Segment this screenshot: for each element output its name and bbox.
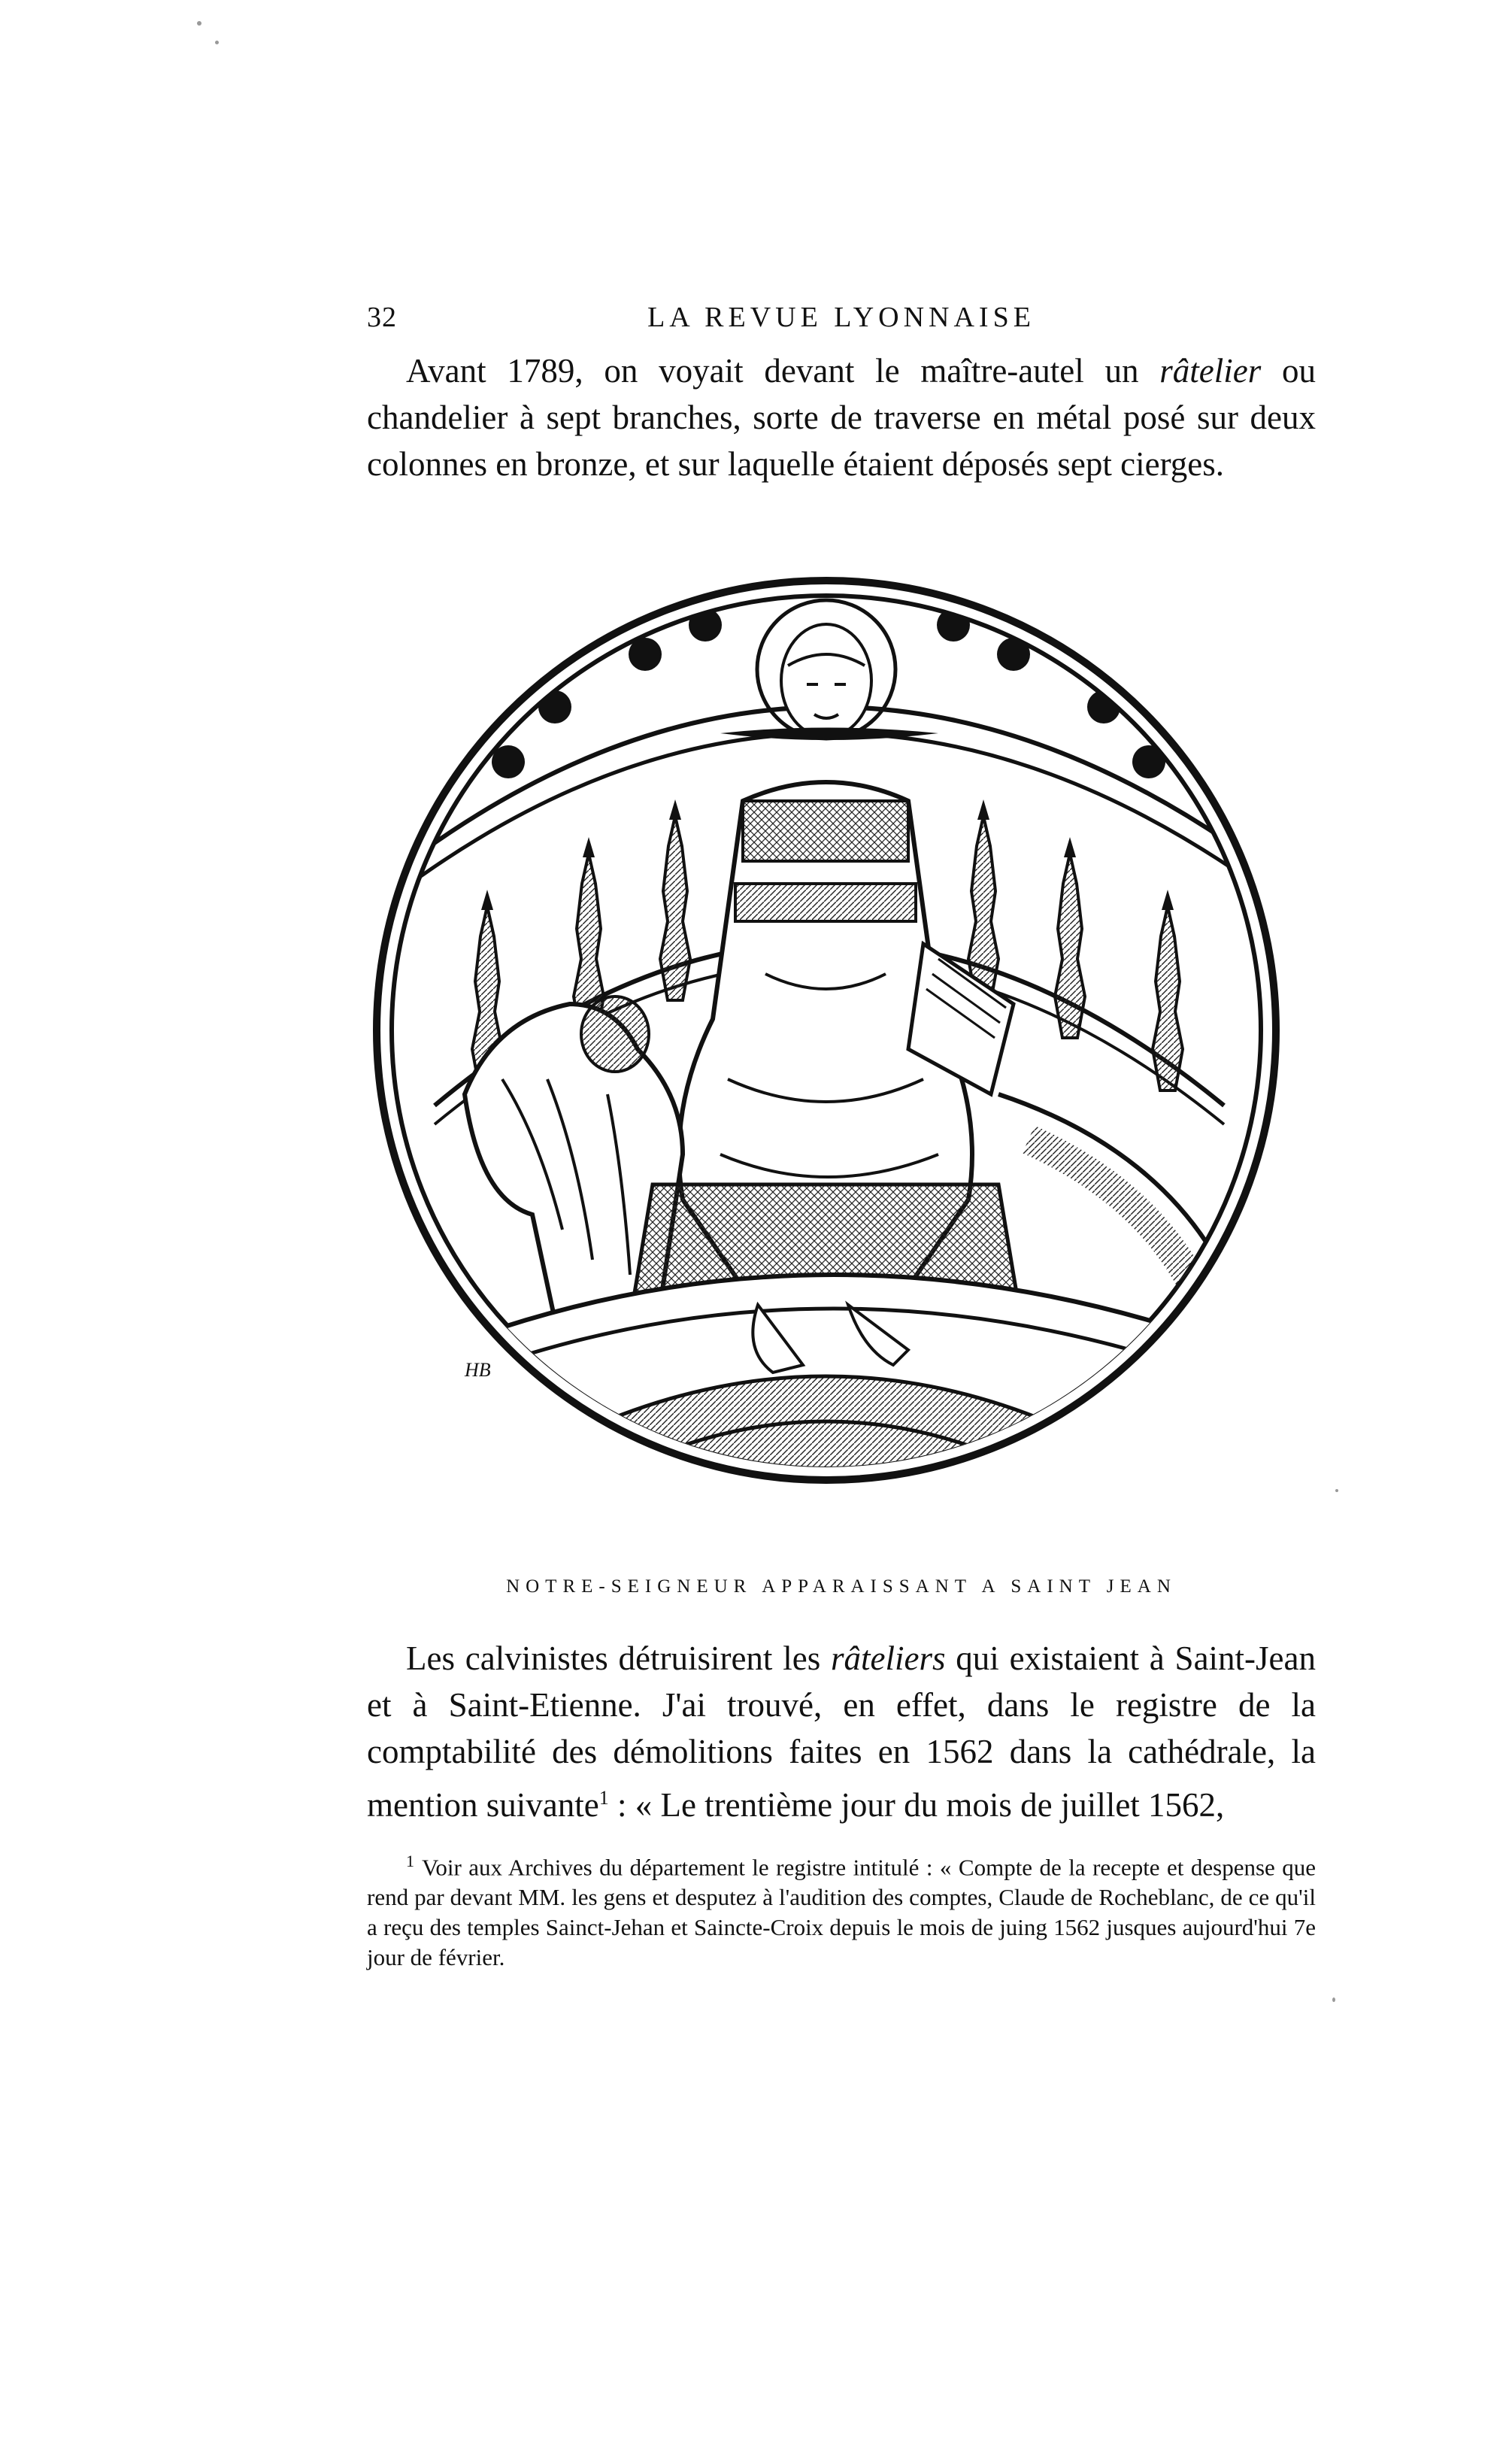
paragraph-2-text-c: : « Le trentième jour du mois de juillet 1562, — [608, 1786, 1225, 1824]
footnote-reference[interactable]: 1 — [598, 1787, 609, 1809]
paragraph-2-italic: râteliers — [831, 1639, 946, 1677]
running-title: LA REVUE LYONNAISE — [647, 302, 1035, 333]
paper-speck — [197, 21, 201, 26]
paper-speck — [1332, 1997, 1335, 2002]
page-header — [367, 301, 1316, 338]
paragraph-1-italic: râtelier — [1159, 352, 1262, 390]
page-number: 32 — [367, 302, 397, 333]
paragraph-2-text-a: Les calvinistes détruisirent les — [406, 1639, 831, 1677]
paragraph-2-text-b: qui existaient à Saint-Jean et à Saint-Etienne. J'ai trouvé, en effet, dans le registre de la comptabilité des démolitions faites en 1562 dans la cathédrale, la mention suivante — [367, 1639, 1316, 1824]
paper-speck — [1335, 1489, 1338, 1492]
footnote-text: Voir aux Archives du département le registre intitulé : « Compte de la recepte et despense que rend par devant MM. les gens et desputez à l'audition des comptes, Claude de Rocheblanc, de ce qu'il a reçu des temples Sainct-Jehan et Saincte-Croix depuis le mois de juing 1562 jusques aujourd'hui 7e jour de février. — [367, 1854, 1316, 1971]
paragraph-2 — [367, 1635, 1316, 1828]
girdle — [735, 884, 916, 921]
paragraph-1 — [367, 347, 1316, 487]
christ-head — [781, 624, 871, 737]
figure-caption: NOTRE-SEIGNEUR APPARAISSANT A SAINT JEAN — [506, 1576, 1177, 1597]
stained-glass-illustration — [367, 553, 1316, 1564]
paragraph-1-text-b: ou chandelier à sept branches, sorte de traverse en métal posé sur deux colonnes en bronze, et sur laquelle étaient déposés sept cierges. — [367, 352, 1316, 483]
paper-speck — [215, 41, 219, 44]
artist-monogram: HB — [465, 1359, 491, 1381]
paragraph-1-text-a: Avant 1789, on voyait devant le maître-autel un — [406, 352, 1160, 390]
rose-window-drawing — [367, 553, 1316, 1564]
footnote — [367, 1846, 1316, 1973]
footnote-number: 1 — [406, 1852, 414, 1870]
